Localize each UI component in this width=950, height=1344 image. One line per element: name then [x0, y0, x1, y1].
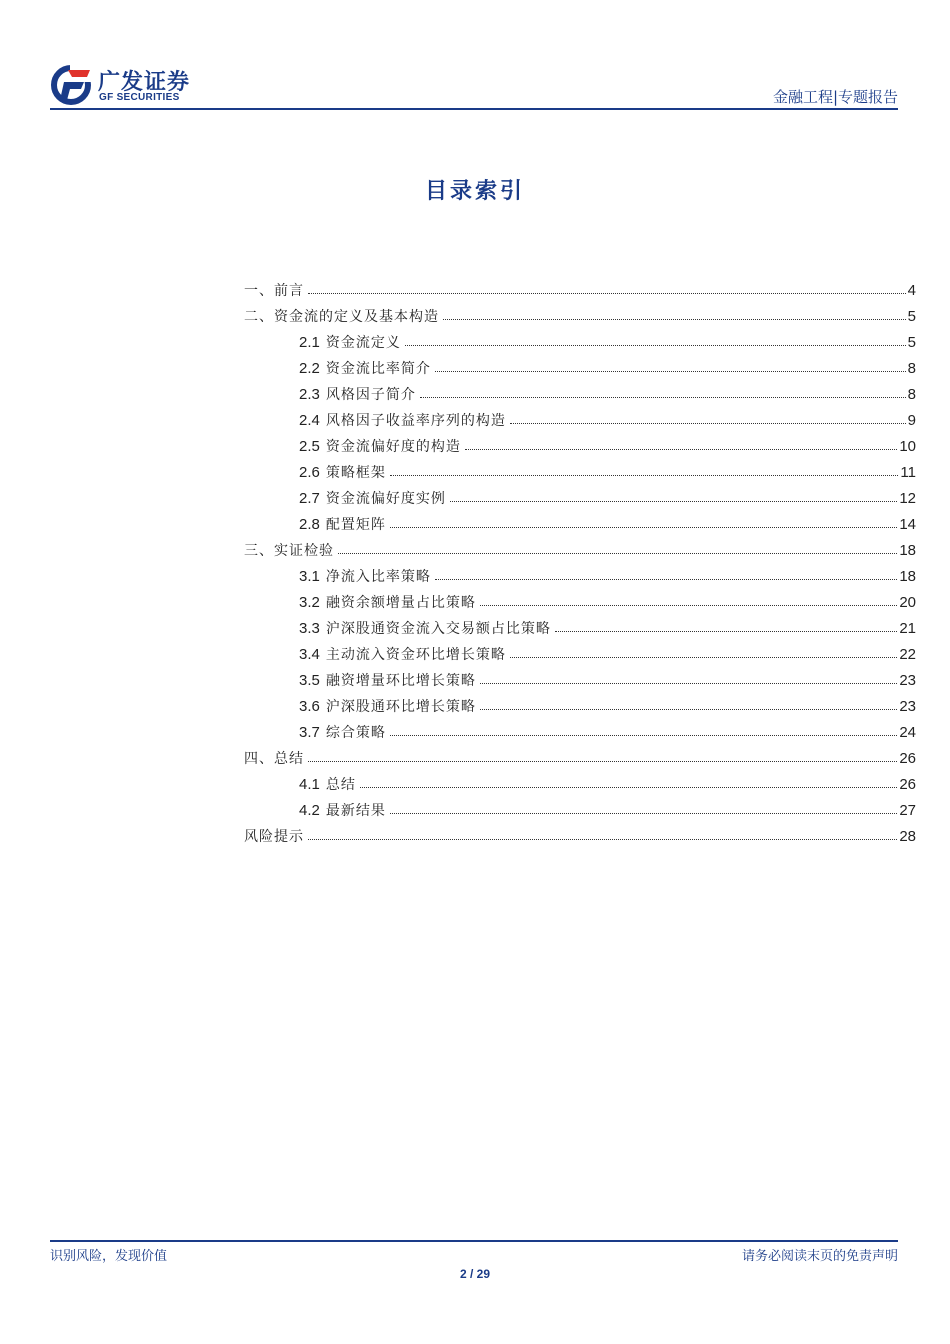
toc-entry[interactable] — [244, 589, 916, 615]
toc-entry-page: 26 — [899, 775, 916, 793]
toc-entry[interactable] — [244, 771, 916, 797]
footer-disclaimer: 请务必阅读末页的免责声明 — [741, 1249, 898, 1264]
page-number: 2 / 29 — [459, 1267, 491, 1281]
toc-entry-text: 配置矩阵 — [325, 517, 386, 533]
toc-leader-dots — [450, 501, 897, 502]
toc-entry-text: 资金流偏好度实例 — [325, 491, 446, 507]
table-of-contents — [244, 277, 916, 849]
toc-entry-text: 融资余额增量占比策略 — [325, 595, 476, 611]
toc-entry-number: 3.2 — [299, 594, 320, 611]
toc-entry-page: 21 — [899, 619, 916, 637]
toc-entry-page: 23 — [899, 697, 916, 715]
toc-entry-page: 24 — [899, 723, 916, 741]
page-title: 目录索引 — [424, 179, 525, 204]
toc-entry-text: 二、资金流的定义及基本构造 — [244, 309, 439, 325]
toc-entry-text: 总结 — [325, 777, 356, 793]
toc-entry-label — [299, 332, 401, 352]
toc-entry-page: 22 — [899, 645, 916, 663]
toc-entry[interactable] — [244, 381, 916, 407]
toc-leader-dots — [435, 579, 897, 580]
toc-entry-text: 四、总结 — [244, 751, 304, 767]
toc-entry-label — [299, 800, 386, 820]
toc-entry[interactable] — [244, 641, 916, 667]
toc-entry-label — [244, 280, 304, 300]
toc-leader-dots — [443, 319, 906, 320]
toc-entry-text: 资金流定义 — [325, 335, 401, 351]
toc-entry-page: 14 — [899, 515, 916, 533]
toc-entry-number: 3.1 — [299, 568, 320, 585]
toc-entry[interactable] — [244, 745, 916, 771]
toc-entry-number: 2.5 — [299, 438, 320, 455]
toc-entry[interactable] — [244, 329, 916, 355]
toc-leader-dots — [510, 423, 906, 424]
header-divider — [50, 108, 898, 110]
toc-entry-page: 8 — [907, 359, 916, 377]
toc-entry-number: 4.2 — [299, 802, 320, 819]
toc-entry-page: 5 — [907, 307, 916, 325]
toc-entry-text: 资金流比率简介 — [325, 361, 431, 377]
toc-entry-text: 资金流偏好度的构造 — [325, 439, 461, 455]
toc-entry-label — [299, 358, 431, 378]
toc-entry-label — [299, 514, 386, 534]
toc-leader-dots — [435, 371, 906, 372]
toc-entry-text: 风格因子收益率序列的构造 — [325, 413, 506, 429]
toc-entry-page: 26 — [899, 749, 916, 767]
logo-english-text: GF SECURITIES — [99, 92, 180, 103]
toc-entry-text: 综合策略 — [325, 725, 386, 741]
toc-entry-number: 3.7 — [299, 724, 320, 741]
toc-leader-dots — [480, 605, 897, 606]
toc-entry-text: 沪深股通资金流入交易额占比策略 — [325, 621, 551, 637]
toc-entry[interactable] — [244, 667, 916, 693]
report-category: 金融工程|专题报告 — [772, 88, 898, 106]
toc-entry-page: 11 — [900, 463, 916, 481]
toc-leader-dots — [308, 839, 897, 840]
toc-entry-page: 23 — [899, 671, 916, 689]
toc-entry-label — [299, 670, 476, 690]
toc-leader-dots — [480, 709, 897, 710]
toc-entry-label — [299, 618, 551, 638]
toc-entry-label — [299, 722, 386, 742]
toc-entry-label — [299, 488, 446, 508]
toc-entry-text: 一、前言 — [244, 283, 304, 299]
toc-entry[interactable] — [244, 485, 916, 511]
toc-entry[interactable] — [244, 563, 916, 589]
toc-entry-page: 10 — [899, 437, 916, 455]
toc-entry-label — [299, 592, 476, 612]
gf-logo-icon — [50, 64, 94, 106]
toc-entry-number: 2.8 — [299, 516, 320, 533]
toc-entry-page: 8 — [907, 385, 916, 403]
toc-entry-number: 2.2 — [299, 360, 320, 377]
toc-entry-number: 4.1 — [299, 776, 320, 793]
toc-entry[interactable] — [244, 537, 916, 563]
toc-leader-dots — [420, 397, 906, 398]
toc-entry[interactable] — [244, 459, 916, 485]
toc-entry-label — [244, 540, 334, 560]
toc-entry-page: 28 — [899, 827, 916, 845]
toc-leader-dots — [338, 553, 897, 554]
toc-leader-dots — [308, 761, 897, 762]
toc-entry-label — [299, 384, 416, 404]
toc-leader-dots — [510, 657, 897, 658]
toc-entry[interactable] — [244, 719, 916, 745]
toc-leader-dots — [390, 527, 897, 528]
toc-entry-label — [244, 826, 304, 846]
company-logo — [50, 62, 250, 108]
toc-entry-label — [299, 410, 506, 430]
toc-leader-dots — [480, 683, 897, 684]
page-header — [50, 62, 898, 110]
toc-leader-dots — [360, 787, 897, 788]
toc-entry-text: 风险提示 — [244, 829, 304, 845]
toc-entry[interactable] — [244, 407, 916, 433]
toc-entry[interactable] — [244, 823, 916, 849]
logo-chinese-text: 广发证券 — [98, 70, 191, 95]
toc-entry-page: 27 — [899, 801, 916, 819]
toc-entry-number: 2.6 — [299, 464, 320, 481]
toc-entry-number: 2.3 — [299, 386, 320, 403]
toc-entry-label — [299, 644, 506, 664]
toc-entry-label — [299, 462, 386, 482]
toc-entry[interactable] — [244, 303, 916, 329]
toc-entry-text: 沪深股通环比增长策略 — [325, 699, 476, 715]
toc-entry-page: 12 — [899, 489, 916, 507]
toc-entry-text: 三、实证检验 — [244, 543, 334, 559]
toc-entry-page: 18 — [899, 567, 916, 585]
footer-divider — [50, 1240, 898, 1242]
toc-entry[interactable] — [244, 693, 916, 719]
toc-entry-text: 主动流入资金环比增长策略 — [325, 647, 506, 663]
toc-entry[interactable] — [244, 433, 916, 459]
toc-entry-label — [299, 696, 476, 716]
toc-entry-text: 融资增量环比增长策略 — [325, 673, 476, 689]
toc-entry-number: 3.5 — [299, 672, 320, 689]
toc-entry-number: 2.4 — [299, 412, 320, 429]
toc-entry-number: 2.1 — [299, 334, 320, 351]
toc-leader-dots — [465, 449, 897, 450]
toc-leader-dots — [555, 631, 897, 632]
toc-entry-page: 4 — [907, 281, 916, 299]
toc-leader-dots — [390, 735, 897, 736]
toc-leader-dots — [405, 345, 906, 346]
toc-entry-number: 3.3 — [299, 620, 320, 637]
toc-entry-page: 5 — [907, 333, 916, 351]
toc-entry-label — [299, 774, 356, 794]
toc-leader-dots — [390, 475, 899, 476]
toc-entry-label — [244, 748, 304, 768]
toc-leader-dots — [390, 813, 897, 814]
toc-entry-page: 20 — [899, 593, 916, 611]
toc-entry-page: 18 — [899, 541, 916, 559]
toc-entry-text: 风格因子简介 — [325, 387, 416, 403]
toc-leader-dots — [308, 293, 906, 294]
toc-entry[interactable] — [244, 511, 916, 537]
toc-entry[interactable] — [244, 797, 916, 823]
toc-entry-number: 3.6 — [299, 698, 320, 715]
toc-entry[interactable] — [244, 277, 916, 303]
toc-entry-text: 净流入比率策略 — [325, 569, 431, 585]
footer-slogan: 识别风险，发现价值 — [50, 1249, 168, 1264]
toc-entry[interactable] — [244, 615, 916, 641]
toc-entry[interactable] — [244, 355, 916, 381]
toc-entry-page: 9 — [907, 411, 916, 429]
toc-entry-label — [244, 306, 439, 326]
toc-entry-number: 3.4 — [299, 646, 320, 663]
toc-entry-label — [299, 436, 461, 456]
toc-entry-text: 策略框架 — [325, 465, 386, 481]
toc-entry-label — [299, 566, 431, 586]
toc-entry-text: 最新结果 — [325, 803, 386, 819]
toc-entry-number: 2.7 — [299, 490, 320, 507]
